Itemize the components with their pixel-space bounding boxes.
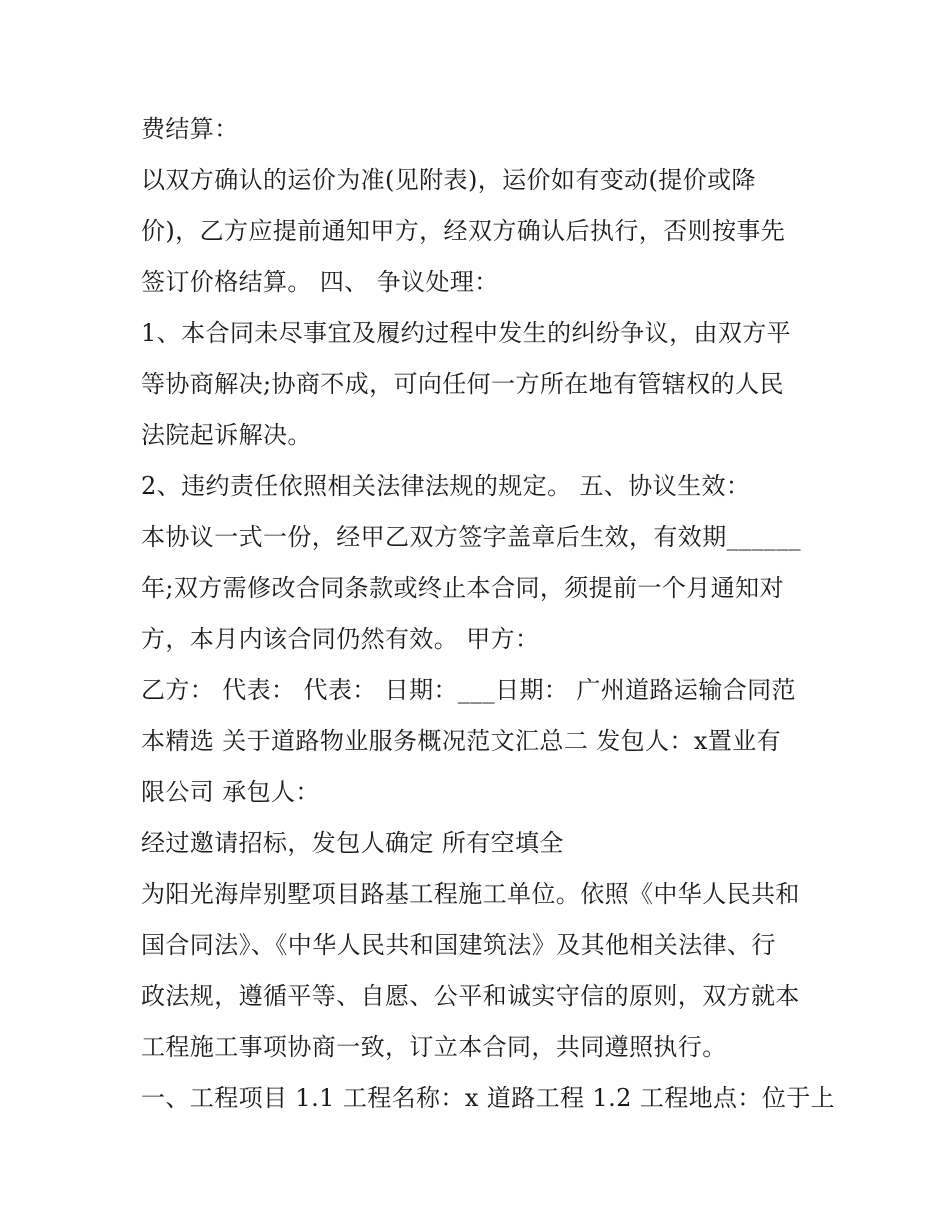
text-line-11: 方，本月内该合同仍然有效。 甲方：	[141, 625, 540, 653]
text-line-6: 等协商解决;协商不成，可向任何一方所在地有管辖权的人民	[141, 370, 784, 398]
text-line-12: 乙方： 代表： 代表： 日期：___日期： 广州道路运输合同范	[141, 676, 796, 704]
text-line-3: 价)，乙方应提前通知甲方，经双方确认后执行，否则按事先	[141, 217, 786, 245]
text-line-19: 工程施工事项协商一致，订立本合同，共同遵照执行。	[141, 1033, 727, 1061]
text-line-15: 经过邀请招标，发包人确定 所有空填全	[141, 829, 564, 857]
text-line-14: 限公司 承包人：	[141, 778, 320, 806]
text-line-17: 国合同法》、《中华人民共和国建筑法》及其他相关法律、行	[141, 931, 776, 959]
document-page	[141, 104, 836, 1124]
text-line-4: 签订价格结算。 四、 争议处理：	[141, 268, 499, 296]
text-line-7: 法院起诉解决。	[141, 421, 312, 449]
text-line-18: 政法规，遵循平等、自愿、公平和诚实守信的原则，双方就本	[141, 982, 800, 1010]
text-line-5: 1、本合同未尽事宜及履约过程中发生的纠纷争议，由双方平	[141, 319, 792, 347]
text-line-2: 以双方确认的运价为准(见附表)，运价如有变动(提价或降	[141, 166, 756, 194]
text-line-16: 为阳光海岸别墅项目路基工程施工单位。依照《中华人民共和	[141, 880, 800, 908]
text-line-1: 费结算：	[141, 115, 239, 143]
text-line-10: 年;双方需修改合同条款或终止本合同，须提前一个月通知对	[141, 574, 784, 602]
text-line-9: 本协议一式一份，经甲乙双方签字盖章后生效，有效期______	[141, 523, 801, 551]
text-line-20: 一、工程项目 1.1 工程名称：x 道路工程 1.2 工程地点：位于上	[141, 1084, 836, 1112]
text-line-13: 本精选 关于道路物业服务概况范文汇总二 发包人：x置业有	[141, 727, 781, 755]
text-line-8: 2、违约责任依照相关法律法规的规定。 五、协议生效：	[141, 472, 751, 500]
